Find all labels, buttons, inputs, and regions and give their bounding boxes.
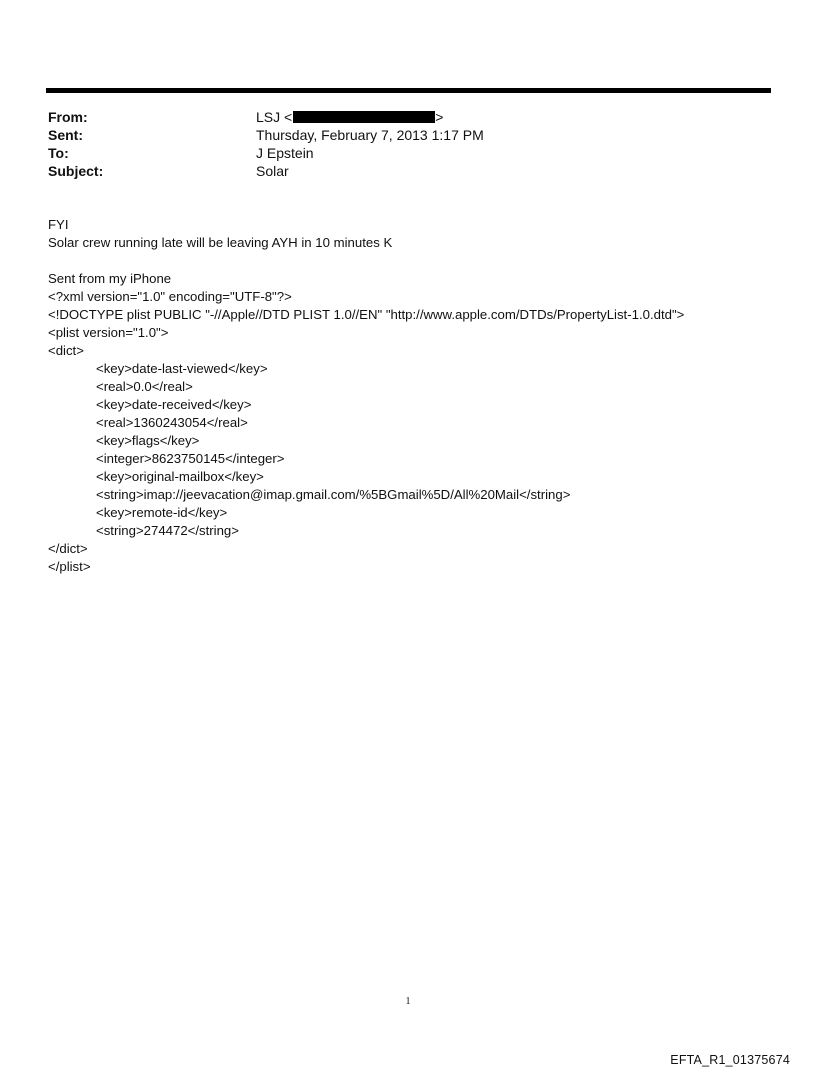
xml-line: <?xml version="1.0" encoding="UTF-8"?> — [48, 289, 292, 304]
from-label: From: — [48, 109, 88, 125]
xml-line: </plist> — [48, 559, 91, 574]
xml-dict-line: <key>date-received</key> — [96, 397, 252, 412]
subject-row — [48, 162, 748, 180]
from-value — [256, 108, 443, 126]
sent-value: Thursday, February 7, 2013 1:17 PM — [256, 127, 484, 143]
signature-line: Sent from my iPhone — [48, 271, 172, 286]
from-row — [48, 108, 748, 126]
subject-value: Solar — [256, 163, 289, 179]
xml-dict-line: <real>1360243054</real> — [96, 415, 248, 430]
xml-line: </dict> — [48, 541, 88, 556]
xml-dict-line: <real>0.0</real> — [96, 379, 193, 394]
xml-line: <plist version="1.0"> — [48, 325, 169, 340]
header-rule — [46, 88, 771, 93]
from-value-prefix: LSJ < — [256, 109, 293, 125]
xml-dict-line: <key>flags</key> — [96, 433, 200, 448]
sent-label: Sent: — [48, 127, 83, 143]
body-line: Solar crew running late will be leaving AYH in 10 minutes K — [48, 235, 393, 250]
email-header — [48, 108, 748, 180]
subject-label: Subject: — [48, 163, 104, 179]
xml-dict-line: <key>date-last-viewed</key> — [96, 361, 268, 376]
xml-line: <dict> — [48, 343, 84, 358]
bates-number: EFTA_R1_01375674 — [670, 1053, 790, 1067]
email-body — [48, 216, 788, 576]
xml-dict-line: <key>original-mailbox</key> — [96, 469, 264, 484]
to-value: J Epstein — [256, 145, 314, 161]
xml-dict-line: <string>imap://jeevacation@imap.gmail.com/%5BGmail%5D/All%20Mail</string> — [96, 487, 571, 502]
xml-line: <!DOCTYPE plist PUBLIC "-//Apple//DTD PLIST 1.0//EN" "http://www.apple.com/DTDs/PropertyList-1.0.dtd"> — [48, 307, 685, 322]
to-label: To: — [48, 145, 69, 161]
redaction-box — [293, 111, 435, 123]
body-line: FYI — [48, 217, 69, 232]
xml-dict-line: <key>remote-id</key> — [96, 505, 228, 520]
from-value-suffix: > — [435, 109, 444, 125]
sent-row — [48, 126, 748, 144]
xml-dict-line: <string>274472</string> — [96, 523, 239, 538]
blank-line — [48, 252, 788, 270]
xml-dict-line: <integer>8623750145</integer> — [96, 451, 285, 466]
to-row — [48, 144, 748, 162]
page-number: 1 — [405, 996, 411, 1007]
